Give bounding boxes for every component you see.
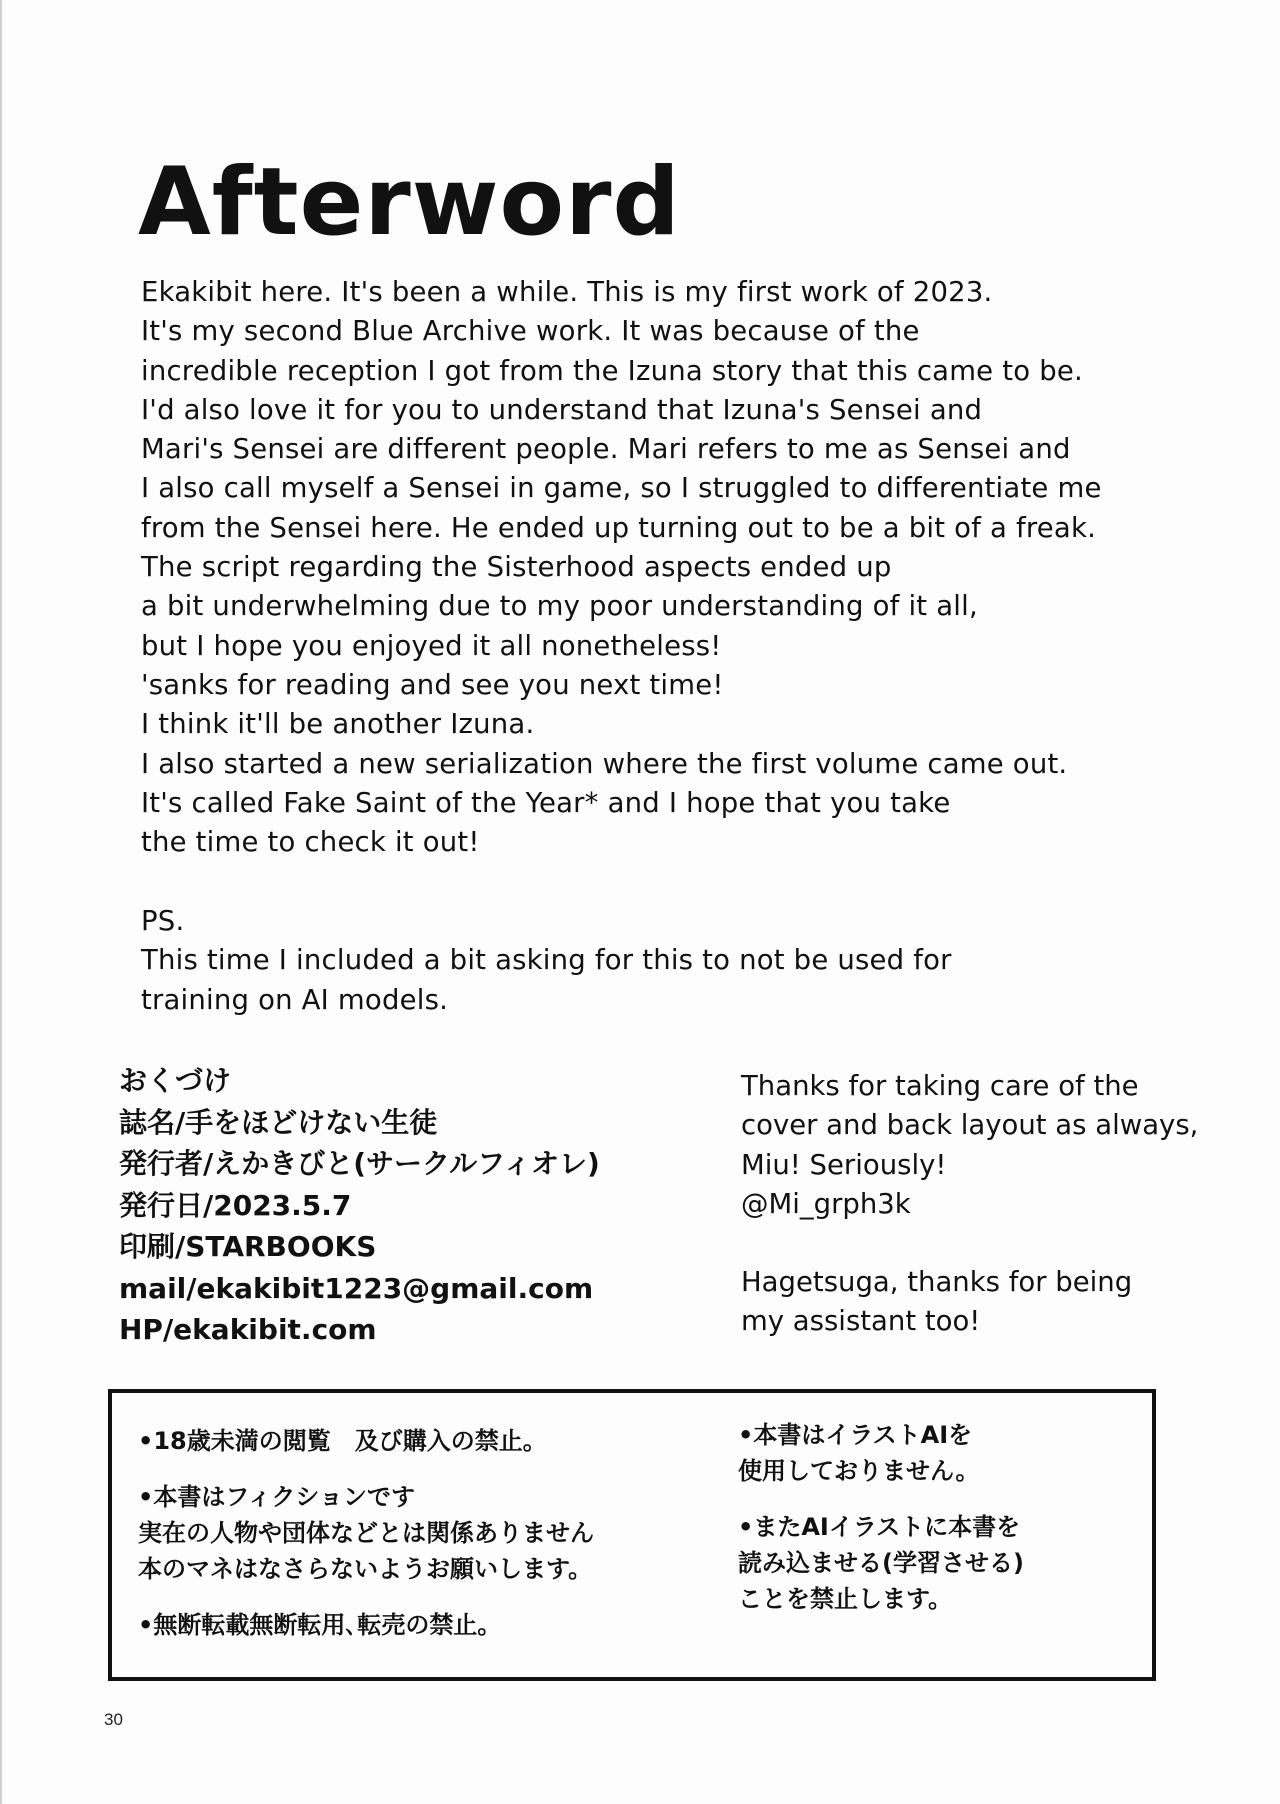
notice-line: •無断転載無断転用､転売の禁止。 <box>138 1611 502 1639</box>
notice-line: 読み込ませる(学習させる) <box>738 1549 1024 1577</box>
notice-line: 本のマネはなさらないようお願いします。 <box>138 1555 593 1583</box>
spacer <box>741 1224 1261 1263</box>
colophon-publisher: 発行者/えかきびと(サークルフィオレ) <box>119 1147 600 1180</box>
thanks-line: cover and back layout as always, <box>741 1109 1199 1142</box>
afterword-body <box>141 273 1221 862</box>
body-line: from the Sensei here. He ended up turning out to be a bit of a freak. <box>141 511 1097 544</box>
thanks-line: Miu! Seriously! <box>741 1148 947 1181</box>
colophon-mail: mail/ekakibit1223@gmail.com <box>119 1271 594 1305</box>
notice-item <box>738 1509 1138 1617</box>
body-line: incredible reception I got from the Izuna story that this came to be. <box>141 354 1083 387</box>
notice-line: 使用しておりません。 <box>738 1457 980 1485</box>
notice-item <box>138 1607 698 1643</box>
notice-line: 実在の人物や団体などとは関係ありません <box>138 1519 594 1547</box>
page-number: 30 <box>104 1710 123 1729</box>
ps-line: This time I included a bit asking for this to not be used for <box>141 944 952 977</box>
page-title: Afterword <box>138 148 681 257</box>
postscript <box>141 902 1221 1020</box>
colophon-homepage: HP/ekakibit.com <box>119 1313 377 1346</box>
notice-box <box>108 1389 1156 1681</box>
body-line: but I hope you enjoyed it all nonetheless! <box>141 629 722 662</box>
notice-line: •本書はフィクションです <box>138 1483 415 1511</box>
body-line: the time to check it out! <box>141 826 480 859</box>
body-line: I also call myself a Sensei in game, so I struggled to differentiate me <box>141 472 1102 505</box>
thanks-line: Thanks for taking care of the <box>741 1070 1139 1102</box>
body-line: Mari's Sensei are different people. Mari refers to me as Sensei and <box>141 433 1071 466</box>
colophon-heading: おくづけ <box>119 1064 232 1097</box>
thanks-line: my assistant too! <box>741 1305 981 1338</box>
notice-line: •またAIイラストに本書を <box>738 1513 1021 1541</box>
notice-line: •本書はイラストAIを <box>738 1421 973 1449</box>
thanks-handle: @Mi_grph3k <box>741 1187 911 1220</box>
colophon-date: 発行日/2023.5.7 <box>119 1188 352 1222</box>
body-line: a bit underwhelming due to my poor understanding of it all, <box>141 590 978 623</box>
colophon <box>119 1060 739 1351</box>
notice-item <box>138 1479 698 1587</box>
ps-label: PS. <box>141 905 185 937</box>
body-line: I think it'll be another Izuna. <box>141 708 535 741</box>
body-line: 'sanks for reading and see you next time! <box>141 668 724 701</box>
body-line: It's called Fake Saint of the Year* and I hope that you take <box>141 786 951 819</box>
notice-line: •18歳未満の閲覧 及び購入の禁止。 <box>138 1427 547 1455</box>
body-line: The script regarding the Sisterhood aspects ended up <box>141 551 892 584</box>
colophon-printer: 印刷/STARBOOKS <box>119 1230 377 1263</box>
notice-right-column <box>738 1417 1138 1637</box>
thanks-block <box>741 1067 1261 1342</box>
colophon-title: 誌名/手をほどけない生徒 <box>119 1105 438 1139</box>
body-line: It's my second Blue Archive work. It was because of the <box>141 315 920 348</box>
notice-item <box>738 1417 1138 1489</box>
notice-item <box>138 1423 698 1459</box>
body-line: I'd also love it for you to understand that Izuna's Sensei and <box>141 393 983 426</box>
body-line: I also started a new serialization where the first volume came out. <box>141 747 1068 780</box>
notice-line: ことを禁止します。 <box>738 1585 953 1613</box>
body-line: Ekakibit here. It's been a while. This is my first work of 2023. <box>141 276 993 308</box>
ps-line: training on AI models. <box>141 983 449 1016</box>
notice-left-column <box>138 1423 698 1663</box>
thanks-line: Hagetsuga, thanks for being <box>741 1266 1133 1299</box>
